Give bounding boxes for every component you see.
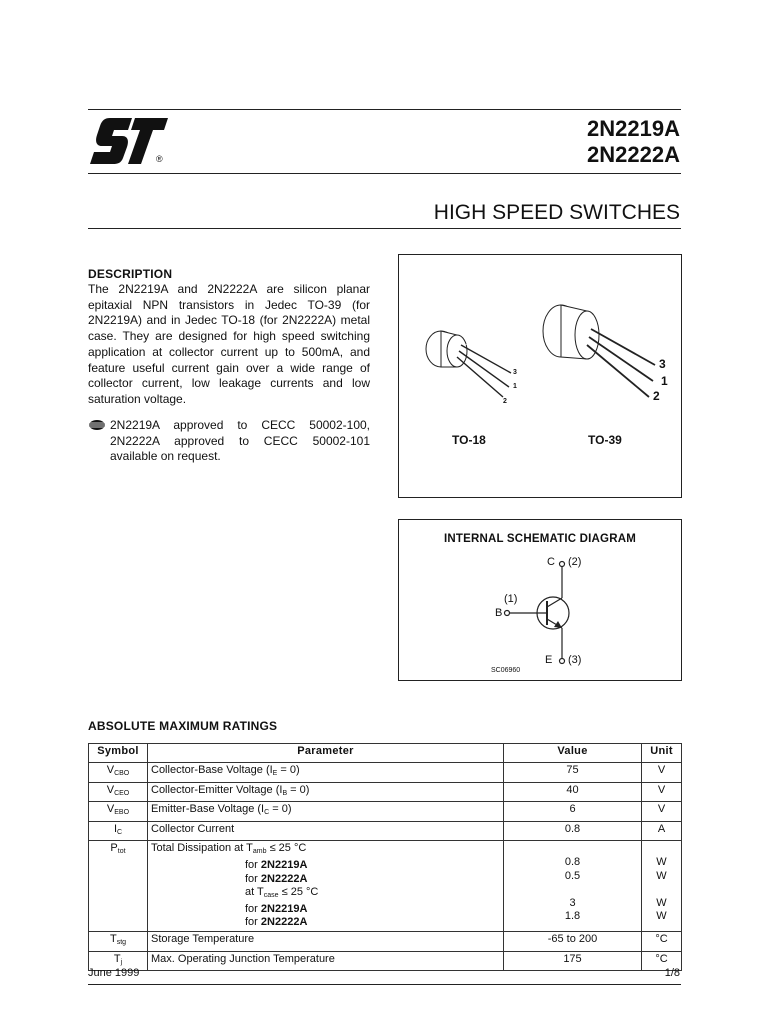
- row-symbol: $T_j$: [89, 951, 148, 971]
- row-parameter: Collector-Base Voltage $(I_E = 0)$: [148, 763, 504, 783]
- row-unit: °C: [642, 931, 682, 951]
- schematic-ref-code: SC06960: [491, 667, 521, 674]
- row-symbol: $T_{stg}$: [89, 931, 148, 951]
- st-logo: [88, 116, 172, 168]
- row-value: 0.8 0.5 3 1.8: [504, 841, 642, 932]
- document-title: HIGH SPEED SWITCHES: [433, 201, 680, 224]
- row-symbol: $I_C$: [89, 821, 148, 841]
- package-drawing: [399, 255, 681, 497]
- registered-mark: ®: [156, 154, 163, 164]
- part-number-1: 2N2219A: [587, 116, 680, 141]
- table-row: [89, 951, 682, 971]
- to18-pin-2: 2: [503, 398, 507, 405]
- row-parameter: Storage Temperature: [148, 931, 504, 951]
- row-unit: A: [642, 821, 682, 841]
- row-unit: V: [642, 802, 682, 822]
- col-value: Value: [504, 744, 642, 763]
- row-unit: V: [642, 782, 682, 802]
- row-symbol: $V_{CBO}$: [89, 763, 148, 783]
- row-value: -65 to 200: [504, 931, 642, 951]
- row-parameter: Max. Operating Junction Temperature: [148, 951, 504, 971]
- transistor-symbol: [399, 520, 681, 680]
- row-parameter: Emitter-Base Voltage $(I_C = 0)$: [148, 802, 504, 822]
- table-row: [89, 782, 682, 802]
- bullet-icon: [88, 419, 108, 431]
- ratings-heading: ABSOLUTE MAXIMUM RATINGS: [88, 719, 278, 733]
- row-value: 6: [504, 802, 642, 822]
- row-unit: V: [642, 763, 682, 783]
- to18-pin-1: 1: [513, 383, 517, 390]
- ratings-table: [88, 743, 682, 971]
- base-pin: (1): [504, 593, 518, 605]
- collector-pin: (2): [568, 556, 582, 568]
- row-parameter: Total Dissipation at $T_{amb} \le 25$ °C for 2N2219A for 2N2222A at $T_{case} \le 25$ °C for 2N2219A for 2N2222A: [148, 841, 504, 932]
- table-row: [89, 802, 682, 822]
- table-row: [89, 821, 682, 841]
- top-rule: [88, 109, 681, 110]
- title-rule: [88, 228, 681, 229]
- row-unit: W W W W: [642, 841, 682, 932]
- base-label: B: [495, 607, 503, 619]
- to18-pin-3: 3: [513, 369, 517, 376]
- schematic-title: INTERNAL SCHEMATIC DIAGRAM: [444, 533, 636, 545]
- row-value: 40: [504, 782, 642, 802]
- to39-pin-3: 3: [659, 357, 666, 371]
- footer-rule: [88, 984, 681, 985]
- description-body: The 2N2219A and 2N2222A are silicon planar epitaxial NPN transistors in Jedec TO-39 (for 2N2219A) and in Jedec TO-18 (for 2N2222A) metal case. They are designed for high speed switching application at collector current up to 500mA, and feature useful current gain over a wide range of collector current, low leakage currents and low saturation voltage.: [88, 282, 370, 406]
- page-number: 1/8: [664, 967, 680, 979]
- table-row: [89, 763, 682, 783]
- header-rule: [88, 173, 681, 174]
- to18-label: TO-18: [452, 433, 486, 447]
- description-heading: DESCRIPTION: [88, 267, 173, 281]
- approval-text: 2N2219A approved to CECC 50002-100, 2N2222A approved to CECC 50002-101 available on request.: [110, 418, 370, 464]
- col-symbol: Symbol: [89, 744, 148, 763]
- row-symbol: $P_{tot}$: [89, 841, 148, 932]
- col-parameter: Parameter: [148, 744, 504, 763]
- to39-label: TO-39: [588, 433, 622, 447]
- row-value: 75: [504, 763, 642, 783]
- row-parameter: Collector-Emitter Voltage $(I_B = 0)$: [148, 782, 504, 802]
- row-parameter: Collector Current: [148, 821, 504, 841]
- to39-pin-1: 1: [661, 374, 668, 388]
- row-symbol: $V_{EBO}$: [89, 802, 148, 822]
- package-figure: [398, 254, 682, 498]
- part-numbers: [587, 116, 680, 168]
- table-row: [89, 841, 682, 932]
- emitter-label: E: [545, 654, 553, 666]
- part-number-2: 2N2222A: [587, 142, 680, 167]
- table-row: [89, 931, 682, 951]
- to39-pin-2: 2: [653, 389, 660, 403]
- row-symbol: $V_{CEO}$: [89, 782, 148, 802]
- footer-date: June 1999: [88, 967, 140, 979]
- collector-label: C: [547, 556, 555, 568]
- col-unit: Unit: [642, 744, 682, 763]
- row-unit: °C: [642, 951, 682, 971]
- ratings-header-row: [89, 744, 682, 763]
- row-value: 175: [504, 951, 642, 971]
- schematic-figure: [398, 519, 682, 681]
- row-value: 0.8: [504, 821, 642, 841]
- emitter-pin: (3): [568, 654, 582, 666]
